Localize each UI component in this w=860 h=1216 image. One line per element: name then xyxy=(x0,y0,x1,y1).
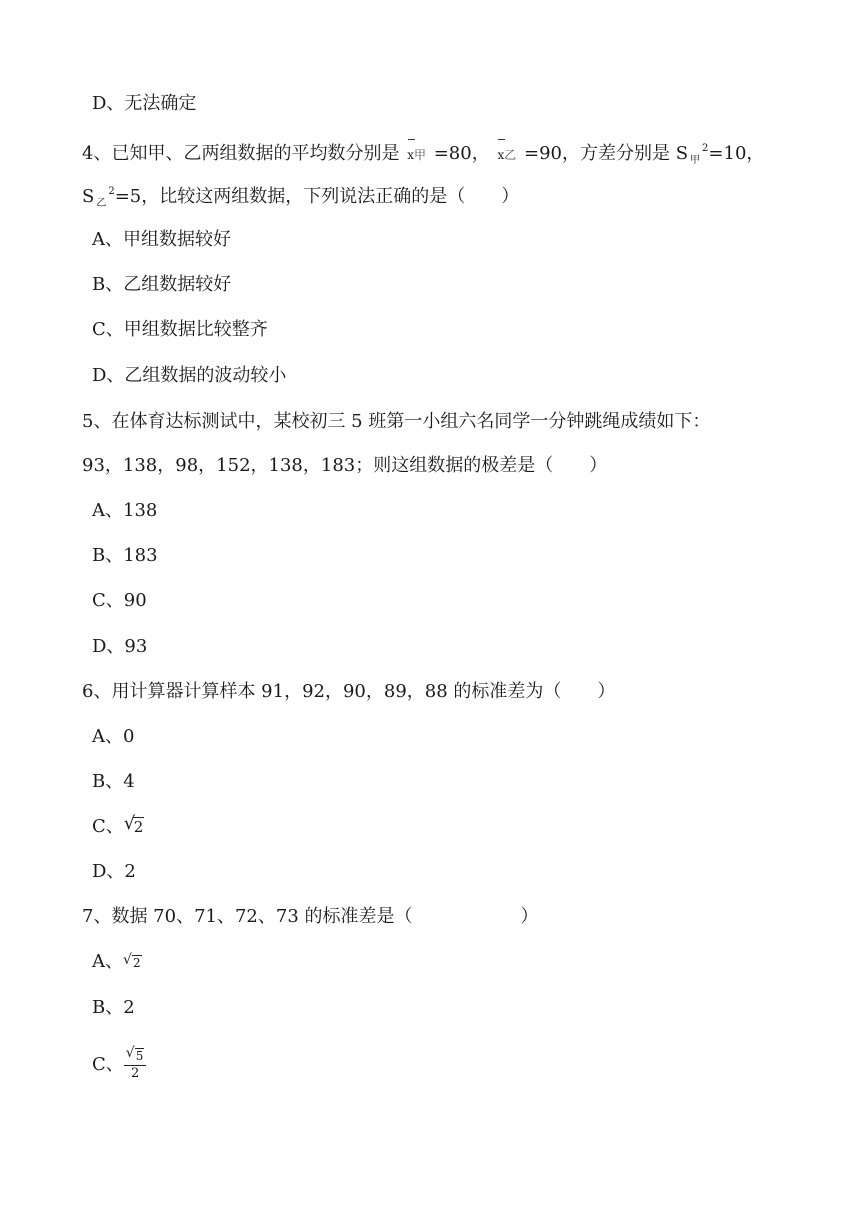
q5-option-d: D、93 xyxy=(92,636,148,657)
q4-stem-line2 xyxy=(82,185,519,212)
q3-option-d: D、无法确定 xyxy=(92,93,197,114)
q5-stem-line1: 5、在体育达标测试中，某校初三 5 班第一小组六名同学一分钟跳绳成绩如下： xyxy=(82,411,711,432)
q4-option-b: B、乙组数据较好 xyxy=(92,274,232,295)
q4-option-d: D、乙组数据的波动较小 xyxy=(92,365,287,386)
q4-mean-yi: =90，方差分别是 S xyxy=(523,143,689,164)
sqrt-2-formula: √ 2 xyxy=(123,813,144,836)
q6-option-d: D、2 xyxy=(92,861,136,882)
q4-option-c: C、甲组数据比较整齐 xyxy=(92,319,268,340)
variance-sub-yi: 乙 xyxy=(96,198,107,209)
q4-variance-jia: =10， xyxy=(708,143,765,164)
q5-option-a: A、138 xyxy=(92,500,158,521)
x-bar-jia-symbol: x甲 xyxy=(407,143,426,167)
x-bar-yi-symbol: x乙 xyxy=(497,143,516,167)
q4-mean-jia: =80， xyxy=(433,143,490,164)
q4-option-a: A、甲组数据较好 xyxy=(92,229,231,250)
variance-s-symbol: S xyxy=(82,186,95,207)
sqrt5-over-2-formula: √ 5 2 xyxy=(124,1048,147,1082)
variance-sub-jia: 甲 xyxy=(690,155,701,166)
variance-sup-2: 2 xyxy=(108,186,115,197)
q7-stem: 7、数据 70、71、72、73 的标准差是（ ） xyxy=(82,906,539,927)
q7-option-c: C、 √ 5 2 xyxy=(92,1048,146,1082)
q4-variance-yi: =5，比较这两组数据，下列说法正确的是（ ） xyxy=(114,186,520,207)
variance-sup-2: 2 xyxy=(702,143,709,154)
q7-option-a: A、 √ 2 xyxy=(92,950,142,976)
q6-option-a: A、0 xyxy=(92,726,135,747)
q5-stem-line2: 93，138，98，152，138，183；则这组数据的极差是（ ） xyxy=(82,455,608,476)
q4-stem-prefix: 4、已知甲、乙两组数据的平均数分别是 xyxy=(82,143,400,164)
q5-option-c: C、90 xyxy=(92,590,147,611)
q7-option-b: B、2 xyxy=(92,997,135,1018)
sqrt-2-formula: √ 2 xyxy=(123,952,141,970)
q4-stem-line1 xyxy=(82,142,764,169)
q6-option-b: B、4 xyxy=(92,771,135,792)
q6-stem: 6、用计算器计算样本 91，92，90，89，88 的标准差为（ ） xyxy=(82,681,616,702)
q6-option-c: C、 √ 2 xyxy=(92,813,144,837)
q5-option-b: B、183 xyxy=(92,545,158,566)
